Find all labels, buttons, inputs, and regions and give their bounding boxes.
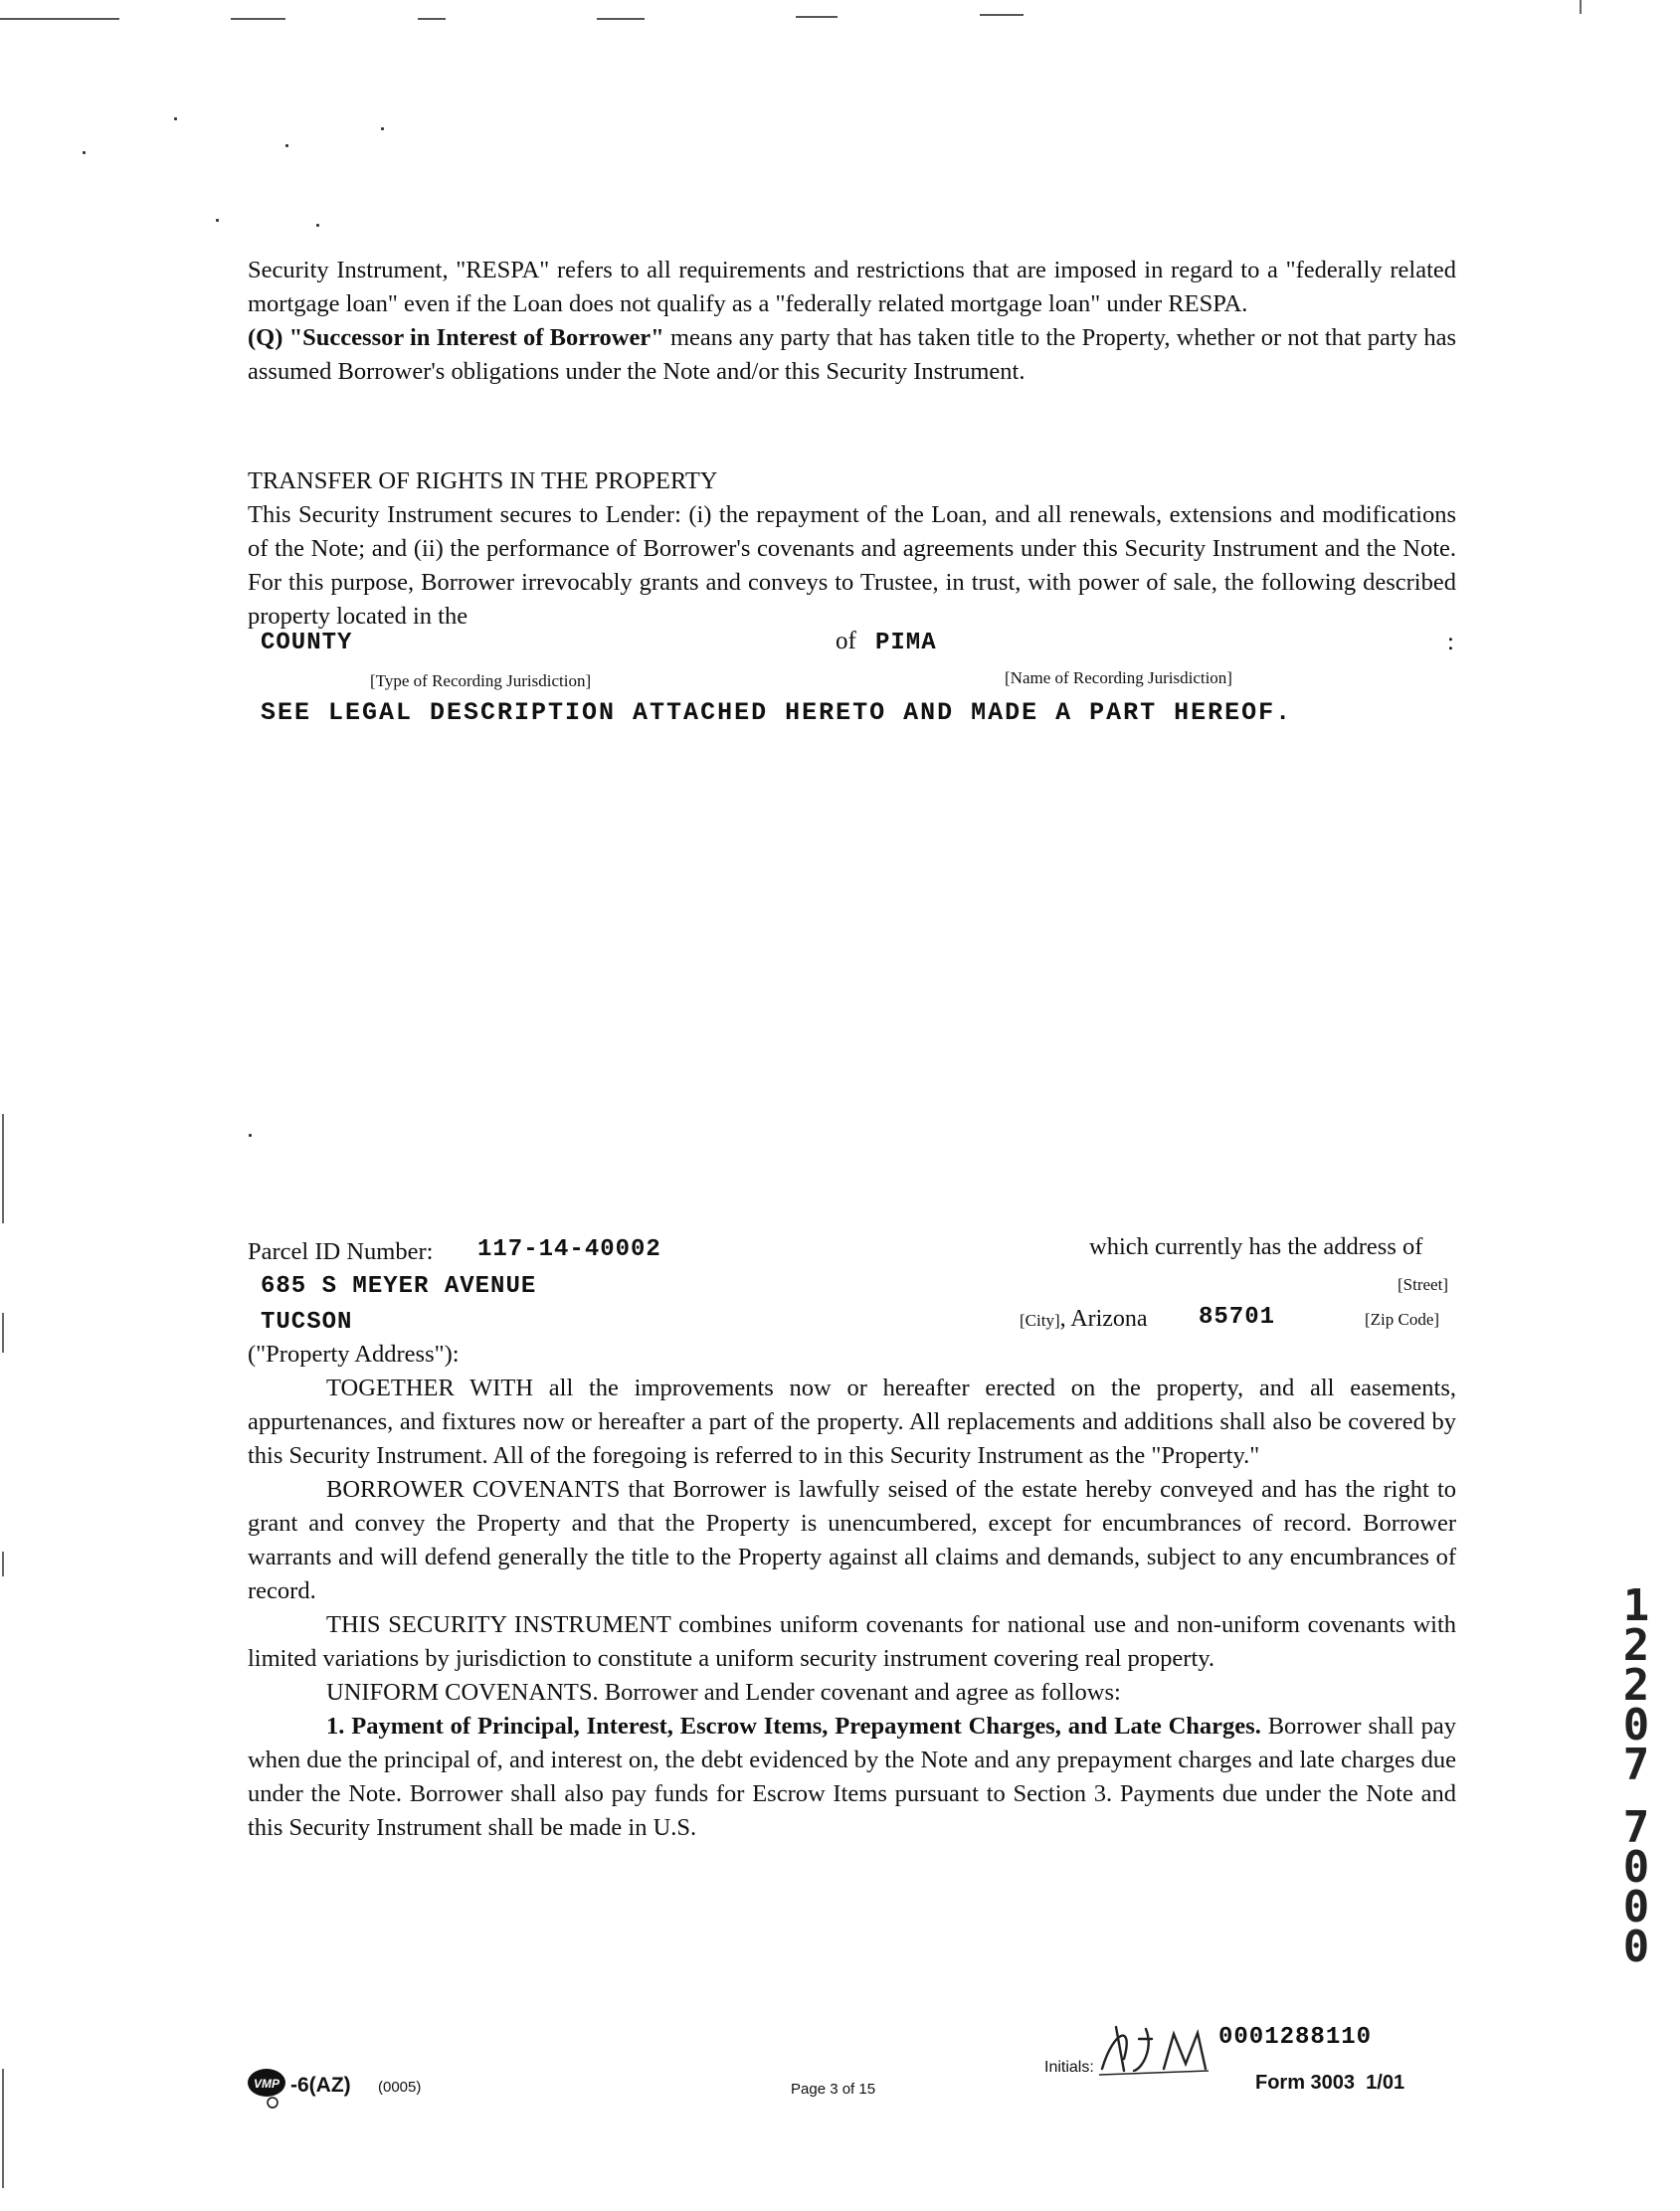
side-stamp-digit: 2: [1622, 1620, 1650, 1671]
successor-definition: means any party that has taken title to the Property, whether or not that party has assumed Borrower's obligations under the Note and/or this Security Instrument.: [248, 324, 1456, 385]
scan-speck: [83, 151, 86, 154]
property-address-label: ("Property Address"):: [248, 1341, 460, 1368]
scan-artifact-vline: [1580, 0, 1582, 14]
jurisdiction-colon: :: [1447, 629, 1454, 655]
security-instrument-paragraph: THIS SECURITY INSTRUMENT combines uniform covenants for national use and non-uniform covenants with limited variations by jurisdiction to constitute a uniform security instrument covering real property.: [248, 1611, 1456, 1672]
vmp-logo: [247, 2067, 290, 2114]
successor-paragraph: [248, 321, 1456, 389]
type-of-jurisdiction-label: [Type of Recording Jurisdiction]: [370, 671, 592, 690]
street-address: 685 S MEYER AVENUE: [261, 1273, 537, 1300]
scan-speck: [316, 224, 319, 227]
scan-artifact-line: [980, 14, 1024, 16]
initials-signature: [1094, 2019, 1213, 2079]
state-text: , Arizona: [1059, 1306, 1148, 1332]
scan-speck: [285, 144, 288, 147]
together-with-paragraph: TOGETHER WITH all the improvements now or hereafter erected on the property, and all easements, appurtenances, and fixtures now or hereafter a part of the property. All replacements and additions shall also be covered by this Security Instrument. All of the foregoing is referred to in this Security Instrument as the "Property.": [248, 1375, 1456, 1469]
payment-text: Borrower shall pay when due the principal of, and interest on, the debt evidenced by the Note and any prepayment charges and late charges due under the Note. Borrower shall also pay funds for Escrow Items pursuant to Section 3. Payments due under the Note and this Security Instrument shall be made in U.S.: [248, 1713, 1456, 1841]
scan-artifact-vline: [2, 2069, 4, 2188]
city-state: [1020, 1306, 1148, 1333]
borrower-covenants-paragraph: BORROWER COVENANTS that Borrower is lawfully seised of the estate hereby conveyed and has the right to grant and convey the Property and that the Property is unencumbered, except for encumbrances of record. Borrower warrants and will defend generally the title to the Property against all claims and demands, subject to any encumbrances of record.: [248, 1476, 1456, 1604]
jurisdiction-name: PIMA: [875, 630, 937, 656]
side-stamp-digit: 2: [1622, 1660, 1650, 1711]
side-stamp-digit: 0: [1622, 1842, 1650, 1893]
initials-label: Initials:: [1044, 2059, 1094, 2076]
scan-speck: [174, 117, 177, 120]
scan-artifact-line: [0, 18, 119, 20]
scan-artifact-line: [231, 18, 285, 20]
transfer-heading: TRANSFER OF RIGHTS IN THE PROPERTY: [248, 467, 718, 494]
payment-heading: 1. Payment of Principal, Interest, Escrow Items, Prepayment Charges, and Late Charges.: [326, 1713, 1261, 1740]
side-stamp-digit: 7: [1622, 1740, 1650, 1790]
form-code-sub: (0005): [378, 2079, 422, 2096]
transfer-section: [248, 464, 1456, 634]
vmp-logo-icon: [247, 2067, 290, 2109]
covenants-section: [248, 1338, 1456, 1845]
scan-speck: [381, 127, 384, 130]
address-intro: which currently has the address of: [1089, 1233, 1423, 1260]
scan-speck: [216, 219, 219, 222]
scan-artifact-vline: [2, 1552, 4, 1576]
respa-paragraph: Security Instrument, "RESPA" refers to all requirements and restrictions that are imposed in regard to a "federally related mortgage loan" even if the Loan does not qualify as a "federally related mortgage loan" under RESPA.: [248, 257, 1456, 317]
transfer-paragraph: This Security Instrument secures to Lender: (i) the repayment of the Loan, and all renewals, extensions and modifications of the Note; and (ii) the performance of Borrower's covenants and agreements under this Security Instrument and the Note. For this purpose, Borrower irrevocably grants and conveys to Trustee, in trust, with power of sale, the following described property located in the: [248, 501, 1456, 630]
side-stamp-digit: 0: [1622, 1882, 1650, 1933]
scan-artifact-line: [418, 18, 446, 20]
svg-text:VMP: VMP: [253, 2077, 280, 2091]
jurisdiction-type: COUNTY: [261, 630, 353, 656]
side-stamp-digit: 0: [1622, 1700, 1650, 1750]
side-stamp-digit: 1: [1622, 1580, 1650, 1631]
side-stamp-digit: 0: [1622, 1922, 1650, 1972]
scan-artifact-vline: [2, 1114, 4, 1223]
uniform-covenants-paragraph: UNIFORM COVENANTS. Borrower and Lender covenant and agree as follows:: [326, 1679, 1121, 1706]
city: TUCSON: [261, 1309, 353, 1336]
parcel-number: 117-14-40002: [477, 1236, 661, 1263]
of-label: of: [836, 628, 856, 654]
scan-artifact-line: [796, 16, 838, 18]
parcel-label: Parcel ID Number:: [248, 1238, 434, 1265]
form-code: -6(AZ): [290, 2074, 351, 2097]
page-number: Page 3 of 15: [791, 2081, 876, 2098]
scan-artifact-line: [597, 18, 645, 20]
legal-description: SEE LEGAL DESCRIPTION ATTACHED HERETO AND MADE A PART HEREOF.: [261, 698, 1293, 727]
form-number: Form 3003 1/01: [1255, 2072, 1405, 2094]
street-label: [Street]: [1398, 1275, 1448, 1294]
city-label: [City]: [1020, 1311, 1060, 1330]
zip-label: [Zip Code]: [1365, 1310, 1440, 1329]
zip-code: 85701: [1199, 1304, 1276, 1331]
loan-number: 0001288110: [1218, 2024, 1373, 2051]
side-stamp-digit: 7: [1622, 1802, 1650, 1853]
scan-artifact-vline: [2, 1313, 4, 1353]
definitions-section: [248, 254, 1456, 389]
scan-speck: [249, 1134, 252, 1137]
payment-paragraph: [248, 1710, 1456, 1845]
successor-term: (Q) "Successor in Interest of Borrower": [248, 324, 664, 351]
name-of-jurisdiction-label: [Name of Recording Jurisdiction]: [1005, 668, 1232, 687]
